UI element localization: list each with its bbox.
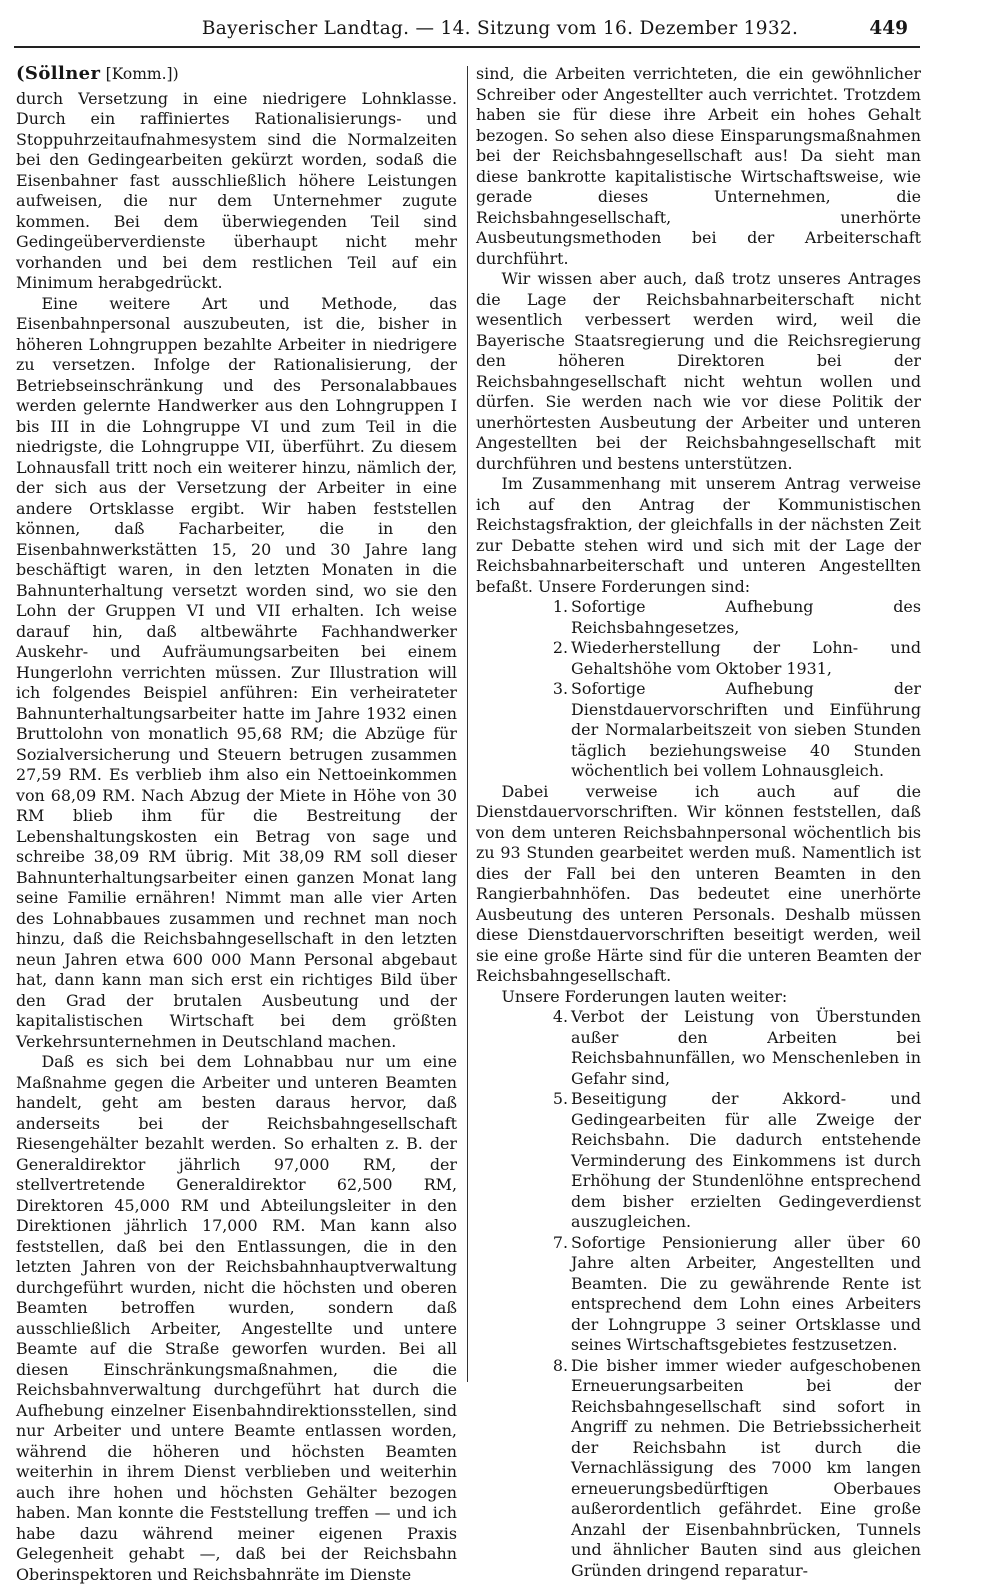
demands-list-a	[476, 597, 921, 782]
list-item	[476, 597, 921, 638]
paragraph: Eine weitere Art und Methode, das Eisenbahnpersonal auszubeuten, ist die, bisher in höheren Lohngruppen bezahlte Arbeiter in niedrigere zu versetzen. Infolge der Rationalisierung, der Betriebseinschränkung und des Personalabbaues werden gelernte Handwerker aus den Lohngruppen I bis III in die Lohngruppe VI und zum Teil in die niedrigste, die Lohngruppe VII, überführt. Zu diesem Lohnausfall tritt noch ein weiterer hinzu, nämlich der, der sich aus der Versetzung der Arbeiter in eine andere Ortsklasse ergibt. Wir haben feststellen können, daß Facharbeiter, die in den Eisenbahnwerkstätten 15, 20 und 30 Jahre lang beschäftigt waren, in den letzten Monaten in die Bahnunterhaltung versetzt worden sind, wo sie den Lohn der Gruppen VI und VII erhalten. Ich weise darauf hin, daß altbewährte Fachhandwerker Auskehr- und Aufräumungsarbeiten bei einem Hungerlohn verrichten müssen. Zur Illustration will ich folgendes Beispiel anführen: Ein verheirateter Bahnunterhaltungsarbeiter hatte im Jahre 1932 einen Bruttolohn von monatlich 95,68 RM; die Abzüge für Sozialversicherung und Steuern betrugen zusammen 27,59 RM. Es verblieb ihm also ein Nettoeinkommen von 68,09 RM. Nach Abzug der Miete in Höhe von 30 RM blieb ihm für die Bestreitung der Lebenshaltungskosten ein Betrag von sage und schreibe 38,09 RM übrig. Mit 38,09 RM soll dieser Bahnunterhaltungsarbeiter einen ganzen Monat lang seine Familie ernähren! Nimmt man alle vier Arten des Lohnabbaues zusammen und rechnet man noch hinzu, daß die Reichsbahngesellschaft in den letzten neun Jahren etwa 600 000 Mann Personal abgebaut hat, dann kann man sich erst ein richtiges Bild über den Grad der brutalen Ausbeutung und der kapitalistischen Wirtschaft bei dem größten Verkehrsunternehmen in Deutschland machen.	[16, 293, 457, 1051]
list-item-number: 2.	[552, 638, 568, 657]
list-item	[476, 1233, 921, 1356]
list-item	[476, 1089, 921, 1233]
page-header	[0, 0, 1000, 44]
list-item-number: 7.	[552, 1232, 568, 1252]
list-item	[476, 638, 921, 679]
paragraph: durch Versetzung in eine niedrigere Lohnklasse. Durch ein raffiniertes Rationalisierungs- und Stoppuhrzeitaufnahmesystem sind die Normalzeiten bei den Gedingearbeiten gekürzt worden, sodaß die Eisenbahner fast ausschließlich höhere Leistungen aufweisen, die nur dem Unternehmer zugute kommen. Bei dem überwiegenden Teil sind Gedingeüberverdienste überhaupt nicht mehr vorhanden und bei dem restlichen Teil auf ein Minimum herabgedrückt.	[16, 88, 457, 292]
list-item	[476, 1356, 921, 1582]
right-column	[476, 64, 921, 1581]
list-item-text: Beseitigung der Akkord- und Gedingearbeiten für alle Zweige der Reichsbahn. Die dadurch entstehende Verminderung des Einkommens ist durch Erhöhung der Stundenlöhne entsprechend dem bisher erzielten Gedingeverdienst auszugleichen.	[571, 1089, 921, 1231]
list-item	[476, 1007, 921, 1089]
header-rule	[14, 46, 920, 48]
paragraph: Im Zusammenhang mit unserem Antrag verweise ich auf den Antrag der Kommunistischen Reichstagsfraktion, der gleichfalls in der nächsten Zeit zur Debatte stehen wird und sich mit der Lage der Reichsbahnarbeiterschaft und unteren Angestellten befaßt. Unsere Forderungen sind:	[476, 474, 921, 596]
list-item-number: 3.	[552, 679, 568, 698]
speaker-line	[16, 64, 457, 85]
list-item-text: Wiederherstellung der Lohn- und Gehaltshöhe vom Oktober 1931,	[571, 638, 921, 678]
running-title: Bayerischer Landtag. — 14. Sitzung vom 16. Dezember 1932.	[201, 18, 799, 39]
list-item-text: Sofortige Pensionierung aller über 60 Jahre alten Arbeiter, Angestellten und Beamten. Die zu gewährende Rente ist entsprechend dem Lohn eines Arbeiters der Lohngruppe 3 seiner Ortsklasse und seines Wirtschaftsgebietes festzusetzen.	[571, 1232, 921, 1354]
list-item-text: Sofortige Aufhebung der Dienstdauervorschriften und Einführung der Normalarbeitszeit von sieben Stunden täglich beziehungsweise 40 Stunden wöchentlich bei vollem Lohnausgleich.	[571, 679, 921, 780]
paragraph: sind, die Arbeiten verrichteten, die ein gewöhnlicher Schreiber oder Angestellter auch verrichtet. Trotzdem haben sie für diese ihre Arbeit ein hohes Gehalt bezogen. So sehen also diese Einsparungsmaßnahmen bei der Reichsbahngesellschaft aus! Da sieht man diese bankrotte kapitalistische Wirtschaftsweise, wie gerade dieses Unternehmen, die Reichsbahngesellschaft, unerhörte Ausbeutungsmethoden bei der Arbeiterschaft durchführt.	[476, 64, 921, 268]
list-item-number: 8.	[552, 1355, 568, 1375]
list-item-number: 5.	[552, 1089, 568, 1108]
list-item-text: Die bisher immer wieder aufgeschobenen Erneuerungsarbeiten bei der Reichsbahngesellschaft sind sofort in Angriff zu nehmen. Die Betriebssicherheit der Reichsbahn ist durch die Vernachlässigung des 7000 km langen erneuerungsbedürftigen Oberbaues außerordentlich gefährdet. Eine große Anzahl der Eisenbahnbrücken, Tunnels und ähnlicher Bauten sind aus gleichen Gründen dringend reparatur-	[571, 1355, 921, 1580]
list-item-number: 1.	[552, 597, 568, 616]
paragraph: Unsere Forderungen lauten weiter:	[501, 986, 788, 1006]
list-item-text: Verbot der Leistung von Überstunden außer den Arbeiten bei Reichsbahnunfällen, wo Menschenleben in Gefahr sind,	[571, 1007, 921, 1088]
speaker-name: (Söllner	[16, 63, 101, 84]
column-divider	[467, 66, 468, 1382]
speaker-party: [Komm.])	[105, 65, 179, 83]
list-item-text: Sofortige Aufhebung des Reichsbahngesetzes,	[571, 597, 921, 637]
paragraph: Dabei verweise ich auch auf die Dienstdauervorschriften. Wir können feststellen, daß von dem unteren Reichsbahnpersonal wöchentlich bis zu 93 Stunden gearbeitet werden muß. Namentlich ist dies der Fall bei den unteren Beamten in den Rangierbahnhöfen. Das bedeutet eine unerhörte Ausbeutung des unteren Personals. Deshalb müssen diese Dienstdauervorschriften beseitigt werden, weil sie eine große Härte sind für die unteren Beamten der Reichsbahngesellschaft.	[476, 781, 921, 985]
paragraph: Wir wissen aber auch, daß trotz unseres Antrages die Lage der Reichsbahnarbeiterschaft nicht wesentlich verbessert werden wird, weil die Bayerische Staatsregierung und die Reichsregierung den höheren Direktoren bei der Reichsbahngesellschaft nicht wehtun wollen und dürfen. Sie werden nach wie vor diese Politik der unerhörtesten Ausbeutung der Arbeiter und unteren Angestellten bei der Reichsbahngesellschaft mit durchführen und bestens unterstützen.	[476, 269, 921, 473]
demands-list-b	[476, 1007, 921, 1581]
page-number: 449	[869, 18, 908, 39]
left-column	[16, 64, 457, 1585]
list-item	[476, 679, 921, 782]
paragraph: Daß es sich bei dem Lohnabbau nur um eine Maßnahme gegen die Arbeiter und unteren Beamten handelt, geht am besten daraus hervor, daß anderseits bei der Reichsbahngesellschaft Riesengehälter bezahlt werden. So erhalten z. B. der Generaldirektor jährlich 97,000 RM, der stellvertretende Generaldirektor 62,500 RM, Direktoren 45,000 RM und Abteilungsleiter in den Direktionen jährlich 17,000 RM. Man kann also feststellen, daß bei den Entlassungen, die in den letzten Jahren von der Reichsbahnhauptverwaltung durchgeführt wurden, nicht die höchsten und oberen Beamten betroffen wurden, sondern daß ausschließlich Arbeiter, Angestellte und untere Beamte auf die Straße geworfen wurden. Bei all diesen Einschränkungsmaßnahmen, die die Reichsbahnverwaltung durchgeführt hat durch die Aufhebung einzelner Eisenbahndirektionsstellen, sind nur Arbeiter und untere Beamte entlassen worden, während die höheren und höchsten Beamten weiterhin in ihrem Dienst verblieben und weiterhin auch ihre hohen und höchsten Gehälter bezogen haben. Man konnte die Feststellung treffen — und ich habe dazu während meiner eigenen Praxis Gelegenheit gehabt —, daß bei der Reichsbahn Oberinspektoren und Reichsbahnräte im Dienste	[16, 1052, 457, 1584]
list-item-number: 4.	[552, 1007, 568, 1026]
